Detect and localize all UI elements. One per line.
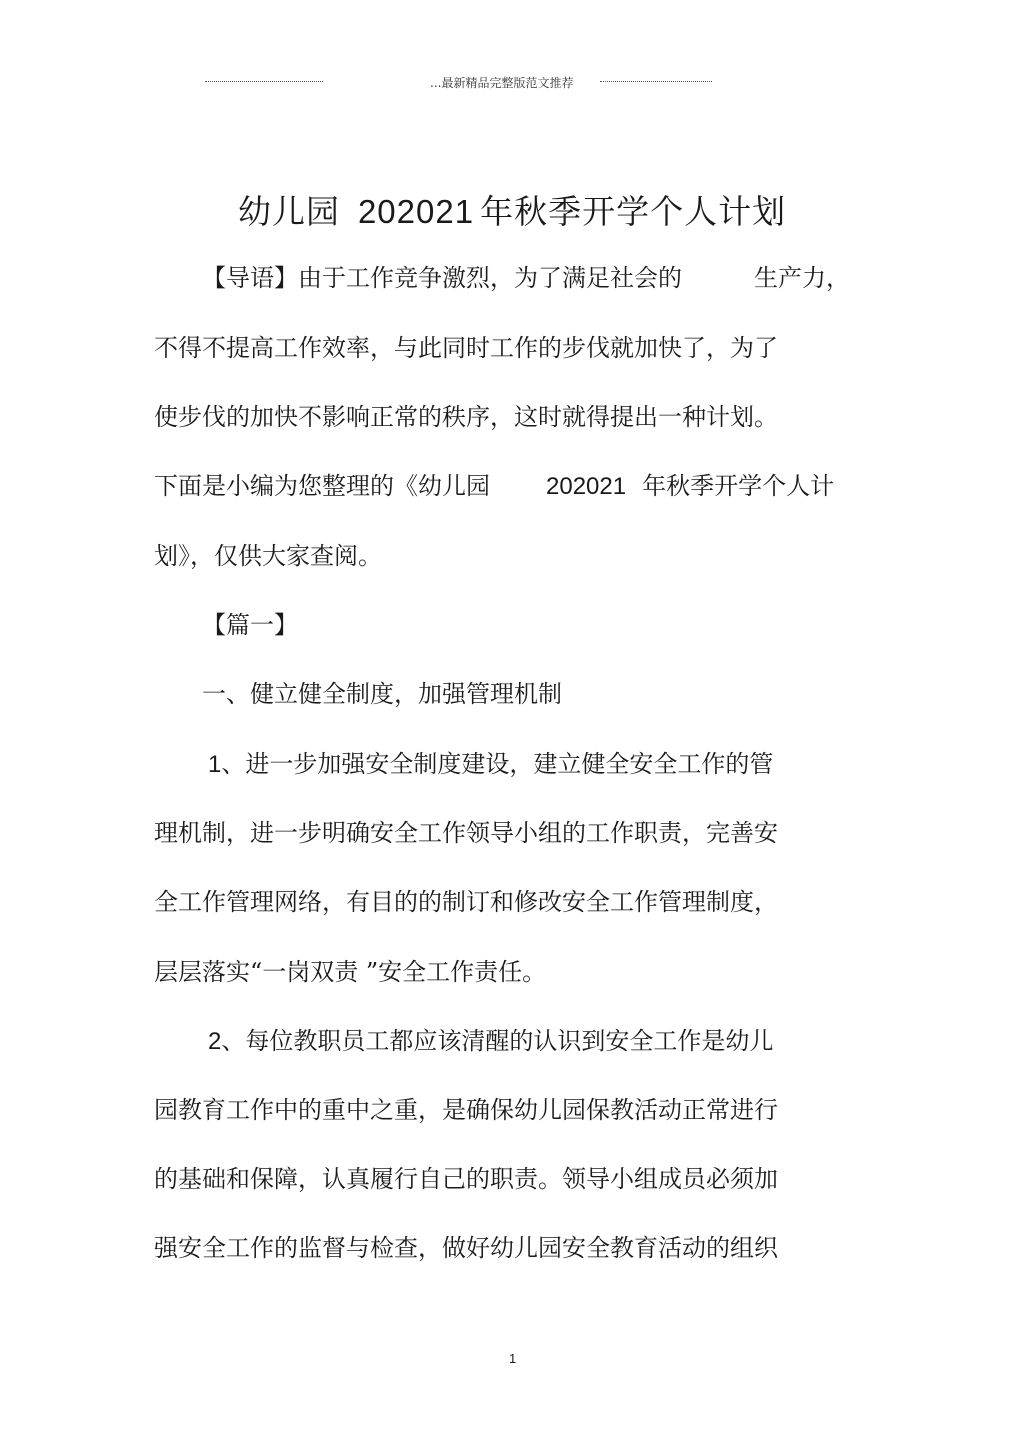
item1-line-1 bbox=[208, 748, 773, 781]
item2-line-4: 强安全工作的监督与检查，做好幼儿园安全教育活动的组织 bbox=[154, 1234, 778, 1262]
page-number: 1 bbox=[509, 1351, 517, 1366]
title-suffix: 年秋季开学个人计划 bbox=[480, 192, 787, 231]
page-title bbox=[0, 186, 1024, 233]
intro-line-3: 使步伐的加快不影响正常的秩序，这时就得提出一种计划。 bbox=[154, 403, 778, 431]
item1-number: 1 bbox=[208, 751, 222, 778]
intro-line-1-a: 【导语】由于工作竞争激烈，为了满足社会的 bbox=[202, 264, 682, 292]
header-text: ...最新精品完整版范文推荐 bbox=[430, 76, 574, 90]
title-year: 202021 bbox=[357, 193, 475, 230]
item2-line-2: 园教育工作中的重中之重，是确保幼儿园保教活动正常进行 bbox=[154, 1096, 778, 1124]
header-rule-right bbox=[600, 81, 712, 82]
section-label: 【篇一】 bbox=[202, 611, 298, 639]
intro-line-1 bbox=[202, 262, 850, 294]
item2-line-1-text: 、每位教职员工都应该清醒的认识到安全工作是幼儿 bbox=[221, 1027, 774, 1055]
item1-line-2: 理机制，进一步明确安全工作领导小组的工作职责，完善安 bbox=[154, 819, 778, 847]
intro-line-4-a: 下面是小编为您整理的《幼儿园 bbox=[154, 472, 490, 500]
intro-line-4-b: 年秋季开学个人计 bbox=[642, 472, 835, 500]
item2-line-1 bbox=[208, 1025, 773, 1058]
item1-line-1-text: 、进一步加强安全制度建设，建立健全安全工作的管 bbox=[221, 750, 774, 778]
item1-line-3: 全工作管理网络，有目的的制订和修改安全工作管理制度， bbox=[154, 888, 778, 916]
item2-number: 2 bbox=[208, 1028, 222, 1055]
section-heading: 一、健立健全制度，加强管理机制 bbox=[202, 680, 562, 708]
title-prefix: 幼儿园 bbox=[237, 192, 340, 231]
intro-line-4-year: 202021 bbox=[546, 473, 627, 500]
intro-line-1-b: 生产力， bbox=[754, 264, 850, 292]
intro-line-5: 划》，仅供大家查阅。 bbox=[154, 542, 382, 570]
intro-line-4 bbox=[154, 470, 834, 503]
item1-line-4: 层层落实“一岗双责 ”安全工作责任。 bbox=[154, 958, 547, 986]
intro-line-2: 不得不提高工作效率，与此同时工作的步伐就加快了，为了 bbox=[154, 334, 778, 362]
header-rule-left bbox=[205, 81, 323, 82]
item2-line-3: 的基础和保障，认真履行自己的职责。领导小组成员必须加 bbox=[154, 1165, 778, 1193]
